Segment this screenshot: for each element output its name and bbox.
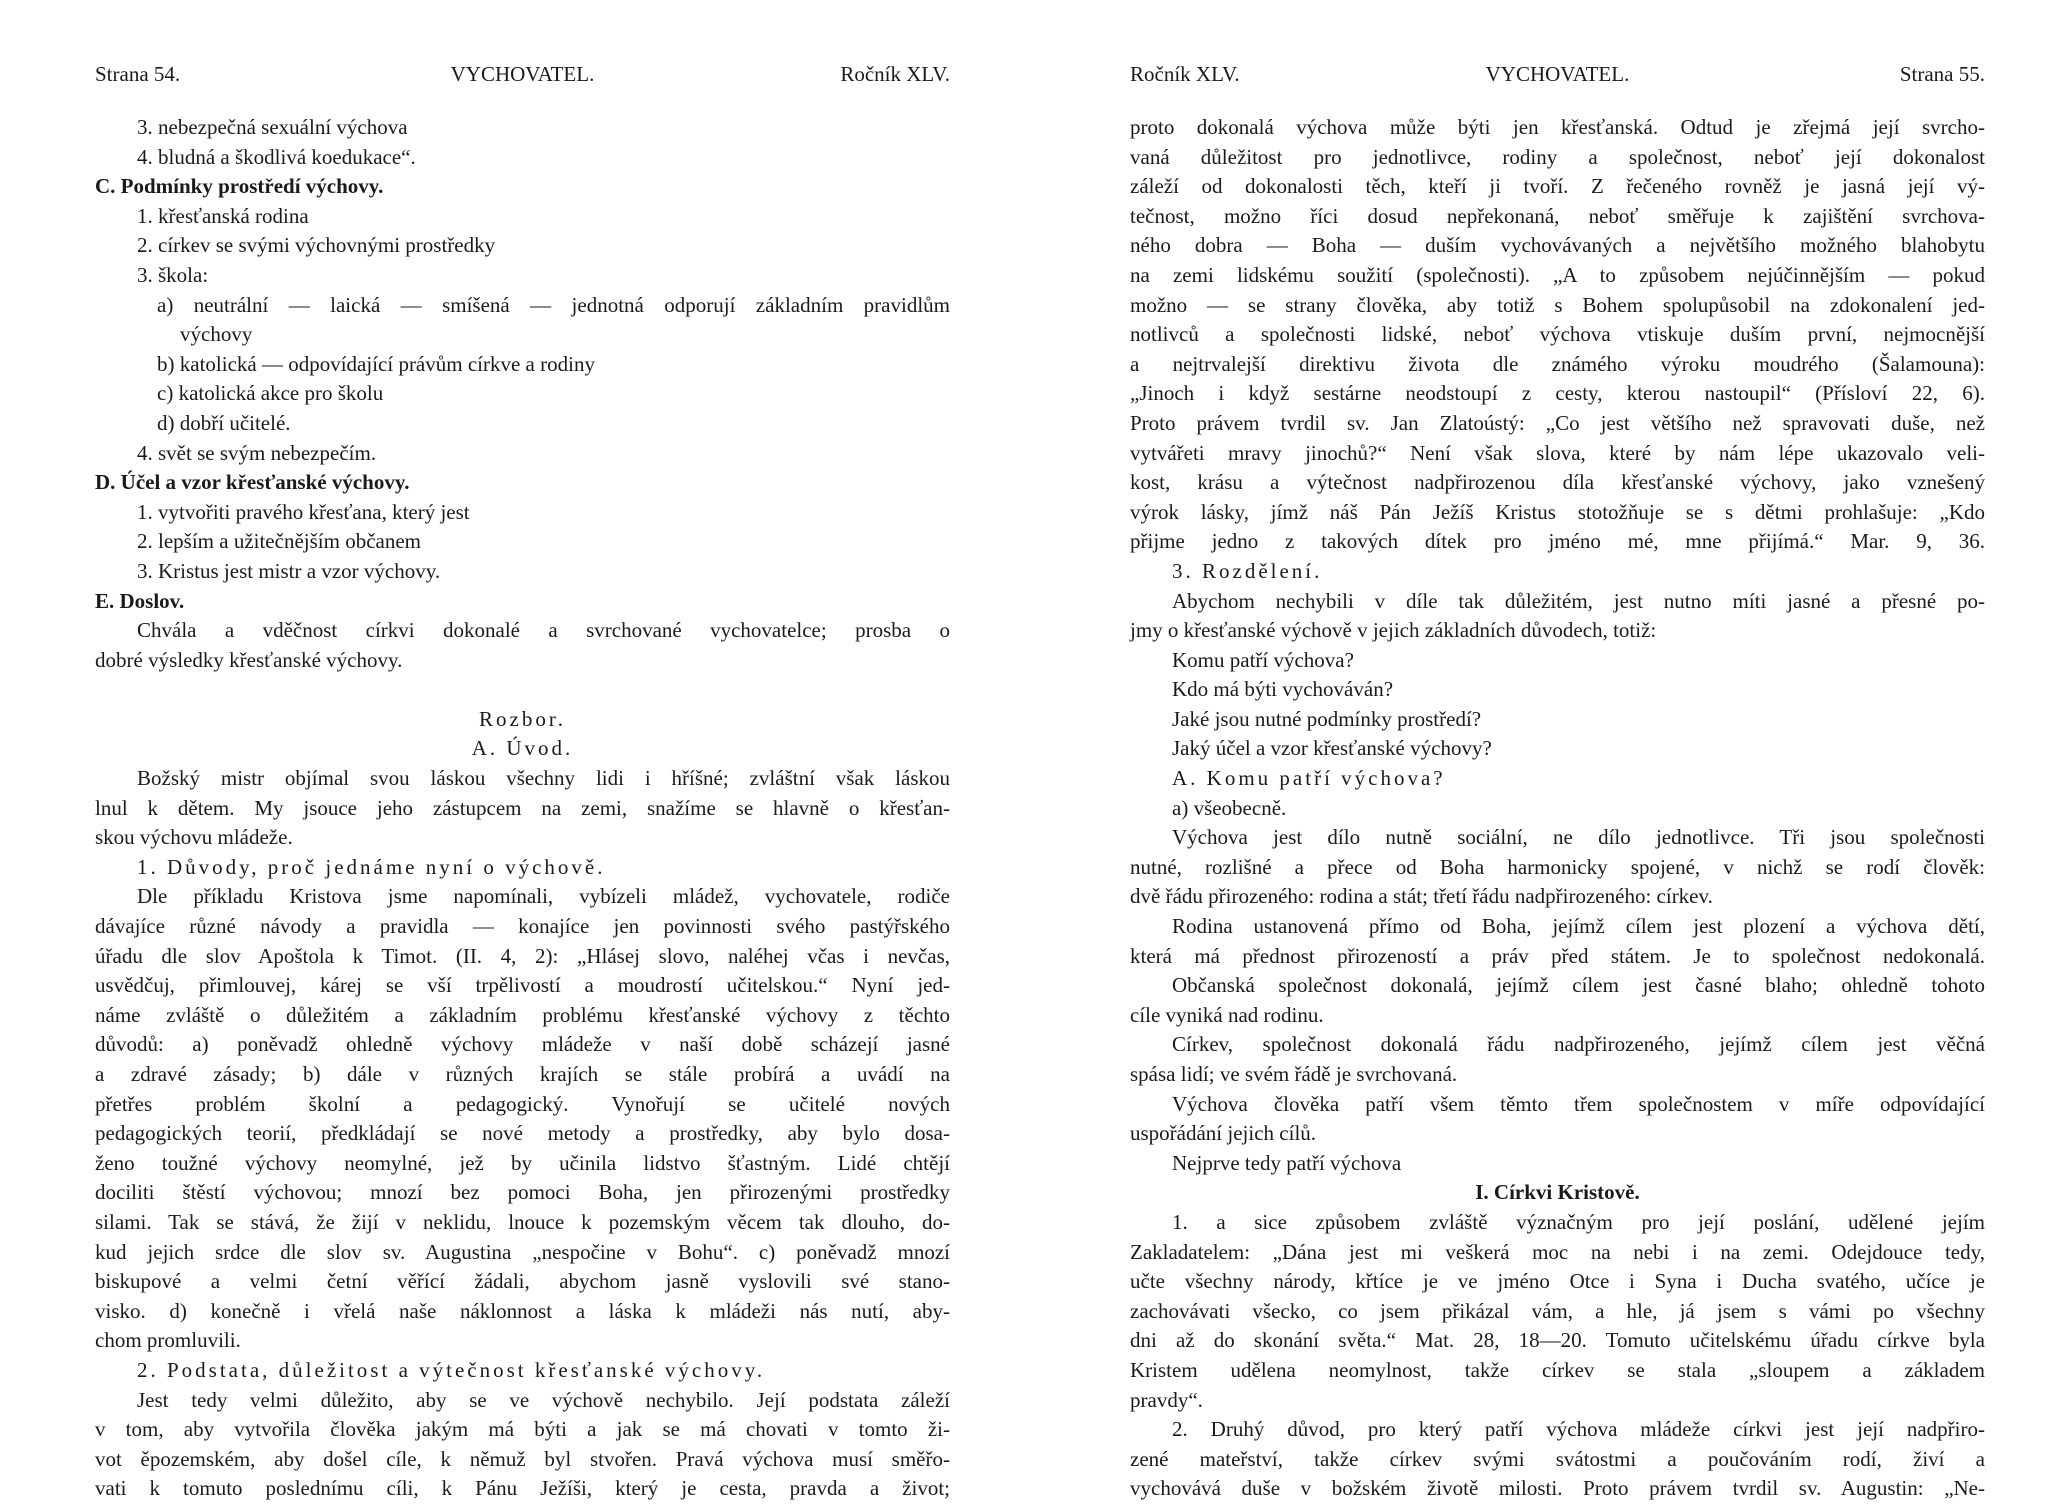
text-line: zachovávati všecko, co jsem přikázal vám, a hle, já jsem s vámi po všechny	[1130, 1298, 1985, 1323]
text-line: Božský mistr objímal svou láskou všechny lidi i hříšné; zvláštní však láskou	[137, 766, 950, 791]
right-page-text	[1130, 113, 1985, 1504]
text-line: usvědčuj, přimlouvej, kárej se vší trpělivostí a moudrostí učitelskou.“ Nyní jed-	[95, 973, 950, 998]
right-page-number: Strana 55.	[1899, 62, 1985, 86]
text-line: vaná důležitost pro jednotlivce, rodiny a společnost, neboť její dokonalost	[1130, 144, 1985, 169]
text-line: možno — se strany člověka, aby totiž s Bohem spolupůsobil na zdokonalení jed-	[1130, 292, 1985, 317]
text-line: uspořádání jejich cílů.	[1130, 1121, 1317, 1146]
text-line: 3. Kristus jest mistr a vzor výchovy.	[137, 558, 441, 583]
text-line: 4. svět se svým nebezpečím.	[137, 440, 377, 465]
text-line: Dle příkladu Kristova jsme napomínali, vybízeli mládež, vychovatele, rodiče	[137, 884, 950, 909]
text-line: Výchova jest dílo nutně sociální, ne dílo jednotlivce. Tři jsou společnosti	[1172, 825, 1985, 850]
text-line: 2. lepším a užitečnějším občanem	[137, 529, 421, 554]
text-line: zené mateřství, takže církev svými svátostmi a poučováním rodí, živí a	[1130, 1446, 1985, 1471]
text-line: 1. vytvořiti pravého křesťana, který jest	[137, 499, 470, 524]
text-line: 2. církev se svými výchovnými prostředky	[137, 233, 496, 258]
text-line: c) katolická akce pro školu	[157, 381, 384, 406]
text-line: Zakladatelem: „Dána jest mi veškerá moc na nebi i na zemi. Odejdouce tedy,	[1130, 1239, 1985, 1264]
text-line: a zdravé zásady; b) dále v různých krajích se stále probírá a uvádí na	[95, 1062, 950, 1086]
text-line: Výchova člověka patří všem těmto třem společnostem v míře odpovídající	[1172, 1091, 1985, 1116]
text-line: 3. nebezpečná sexuální výchova	[137, 115, 408, 139]
text-line: 4. bludná a škodlivá koedukace“.	[137, 144, 416, 169]
left-page-number: Strana 54.	[95, 62, 181, 86]
text-line: vati k tomuto poslednímu cíli, k Pánu Ježíši, který je cesta, pravda a život;	[95, 1476, 950, 1501]
text-line: Chvála a vděčnost církvi dokonalé a svrchované vychovatelce; prosba o	[137, 618, 950, 643]
text-line: Kdo má býti vychováván?	[1172, 677, 1394, 702]
text-line: ženo toužné výchovy neomylné, jež by učinila lidstvo šťastným. Lidé chtějí	[95, 1150, 950, 1175]
text-line: a nejtrvalejší direktivu života dle známého výroku moudrého (Šalamouna):	[1130, 351, 1985, 376]
text-line: kud jejich srdce dle slov sv. Augustina „nespočine v Bohu“. c) poněvadž mnozí	[95, 1239, 950, 1264]
text-line: dobré výsledky křesťanské výchovy.	[95, 647, 403, 672]
right-volume: Ročník XLV.	[1130, 62, 1240, 86]
text-line: na zemi lidskému soužití (společnosti). „A to způsobem nejúčinnějším — pokud	[1130, 262, 1985, 287]
text-line: nutné, rozlišné a přece od Boha harmonicky spojené, v nichž se rodí člověk:	[1130, 854, 1985, 879]
text-line: visko. d) konečně i vřelá naše náklonnost a láska k mládeži nás nutí, aby-	[95, 1298, 950, 1323]
right-journal-title: VYCHOVATEL.	[1485, 62, 1630, 86]
text-line: cíle vyniká nad rodinu.	[1130, 1002, 1324, 1027]
text-line: úřadu dle slov Apoštola k Timot. (II. 4, 2): „Hlásej slovo, naléhej včas i nevčas,	[95, 943, 950, 968]
text-line: „Jinoch i když sestárne neodstoupí z cesty, kterou nastoupil“ (Přísloví 22, 6).	[1130, 381, 1985, 406]
text-line: výrok lásky, jímž náš Pán Ježíš Kristus stotožňuje se s dětmi prohlašuje: „Kdo	[1130, 499, 1985, 524]
text-line: učte všechny národy, křtíce je ve jméno Otce i Syna i Ducha svatého, učíce je	[1130, 1269, 1985, 1294]
text-line: lnul k dětem. My jsouce jeho zástupcem na zemi, snažíme se hlavně o křesťan-	[95, 795, 950, 820]
text-line: biskupové a velmi četní věřící žádali, abychom jasně vyslovili své stano-	[95, 1269, 950, 1294]
text-line: dvě řádu přirozeného: rodina a stát; třetí řádu nadpřirozeného: církev.	[1130, 884, 1713, 909]
text-line: 1. Důvody, proč jednáme nyní o výchově.	[137, 854, 606, 879]
text-line: přetřes problém školní a pedagogický. Vynořují se učitelé nových	[95, 1091, 950, 1116]
text-line: skou výchovu mládeže.	[95, 825, 293, 850]
text-line: Jaké jsou nutné podmínky prostředí?	[1172, 706, 1482, 731]
text-line: C. Podmínky prostředí výchovy.	[95, 174, 384, 199]
left-volume: Ročník XLV.	[840, 62, 950, 86]
text-line: 2. Druhý důvod, pro který patří výchova mládeže církvi jest její nadpřiro-	[1172, 1417, 1985, 1442]
text-line: náme zvláště o důležitém a základním problému křesťanské výchovy z těchto	[95, 1002, 950, 1027]
text-line: a) všeobecně.	[1172, 795, 1287, 820]
text-line: Abychom nechybili v díle tak důležitém, jest nutno míti jasné a přesné po-	[1172, 588, 1985, 613]
left-page-header	[95, 62, 950, 92]
text-line: 1. křesťanská rodina	[137, 203, 309, 228]
text-line: pedagogických teorií, předkládají se nové metody a prostředky, aby bylo dosa-	[95, 1121, 950, 1146]
text-line: Rozbor.	[479, 706, 566, 731]
text-line: 2. Podstata, důležitost a výtečnost křesťanské výchovy.	[137, 1357, 766, 1382]
text-line: záleží od dokonalosti těch, kteří ji tvoří. Z řečeného rovněž je jasná její vý-	[1130, 174, 1985, 199]
text-line: Nejprve tedy patří výchova	[1172, 1150, 1402, 1175]
text-line: a) neutrální — laická — smíšená — jednotná odporují základním pravidlům	[157, 292, 950, 317]
text-line: A. Komu patří výchova?	[1172, 766, 1446, 791]
text-line: dávajíce různé návody a pravidla — konajíce jen povinnosti svého pastýřského	[95, 914, 950, 939]
text-line: dociliti štěstí výchovou; mnozí bez pomoci Boha, jen přirozenými prostředky	[95, 1180, 950, 1205]
text-line: vychovává duše v božském životě milosti. Proto právem tvrdil sv. Augustin: „Ne-	[1130, 1476, 1985, 1501]
left-page-text	[95, 113, 950, 1504]
right-page-header	[1130, 62, 1985, 92]
text-line: chom promluvili.	[95, 1328, 241, 1353]
text-line: d) dobří učitelé.	[157, 410, 291, 435]
text-line: Jest tedy velmi důležito, aby se ve výchově nechybilo. Její podstata záleží	[137, 1387, 950, 1412]
text-line: I. Církvi Kristově.	[1475, 1180, 1640, 1205]
text-line: E. Doslov.	[95, 588, 185, 613]
text-line: pravdy“.	[1130, 1387, 1203, 1412]
text-line: tečnost, možno říci dosud nepřekonaná, neboť směřuje k zajištění svrchova-	[1130, 203, 1985, 228]
text-line: Jaký účel a vzor křesťanské výchovy?	[1172, 736, 1492, 761]
text-line: b) katolická — odpovídající právům církve a rodiny	[157, 351, 595, 376]
text-line: vot ěpozemském, aby došel cíle, k němuž byl stvořen. Pravá výchova musí směřo-	[95, 1446, 950, 1471]
text-line: 3. škola:	[137, 262, 209, 287]
text-line: A. Úvod.	[471, 736, 574, 761]
text-line: 1. a sice způsobem zvláště význačným pro její poslání, udělené jejím	[1172, 1209, 1985, 1234]
text-line: dni až do skonání světa.“ Mat. 28, 18—20. Tomuto učitelskému úřadu církve byla	[1130, 1328, 1985, 1353]
text-line: D. Účel a vzor křesťanské výchovy.	[95, 470, 410, 495]
text-line: 3. Rozdělení.	[1172, 558, 1323, 583]
text-line: Kristem udělena neomylnost, takže církev se stala „sloupem a základem	[1130, 1357, 1985, 1382]
text-line: Rodina ustanovená přímo od Boha, jejímž cílem jest plození a výchova dětí,	[1172, 914, 1985, 939]
text-line: výchovy	[180, 322, 253, 347]
text-line: spása lidí; ve svém řádě je svrchovaná.	[1130, 1062, 1458, 1086]
text-line: Církev, společnost dokonalá řádu nadpřirozeného, jejímž cílem jest věčná	[1172, 1032, 1985, 1057]
text-line: v tom, aby vytvořila člověka jakým má býti a jak se má chovati v tomto ži-	[95, 1417, 950, 1442]
left-journal-title: VYCHOVATEL.	[450, 62, 595, 86]
text-line: Proto právem tvrdil sv. Jan Zlatoústý: „Co jest většího než spravovati duše, než	[1130, 410, 1985, 435]
text-line: přijme jedno z takových dítek pro jméno mé, mne přijímá.“ Mar. 9, 36.	[1130, 529, 1985, 554]
text-line: ného dobra — Boha — duším vychovávaných a největšího možného blahobytu	[1130, 233, 1985, 258]
text-line: důvodů: a) poněvadž ohledně výchovy mládeže v naší době scházejí jasné	[95, 1032, 950, 1057]
text-line: jmy o křesťanské výchově v jejich základních důvodech, totiž:	[1130, 618, 1657, 643]
text-line: vytvářeti mravy jinochů?“ Není však slova, které by nám lépe ukazovalo veli-	[1130, 440, 1985, 465]
text-line: Komu patří výchova?	[1172, 647, 1354, 672]
text-line: která má přednost přirozeností a práv před státem. Je to společnost nedokonalá.	[1130, 943, 1985, 968]
text-line: Občanská společnost dokonalá, jejímž cílem jest časné blaho; ohledně tohoto	[1172, 973, 1985, 998]
text-line: silami. Tak se stává, že žijí v neklidu, lnouce k pozemským věcem tak dlouho, do-	[95, 1209, 950, 1234]
text-line	[95, 675, 950, 705]
text-line: notlivců a společnosti lidské, neboť výchova vtiskuje duším první, nejmocnější	[1130, 322, 1985, 347]
text-line: proto dokonalá výchova může býti jen křesťanská. Odtud je zřejmá její svrcho-	[1130, 115, 1985, 139]
text-line: kost, krásu a výtečnost nadpřirozenou díla křesťanské výchovy, jako vznešený	[1130, 470, 1985, 495]
